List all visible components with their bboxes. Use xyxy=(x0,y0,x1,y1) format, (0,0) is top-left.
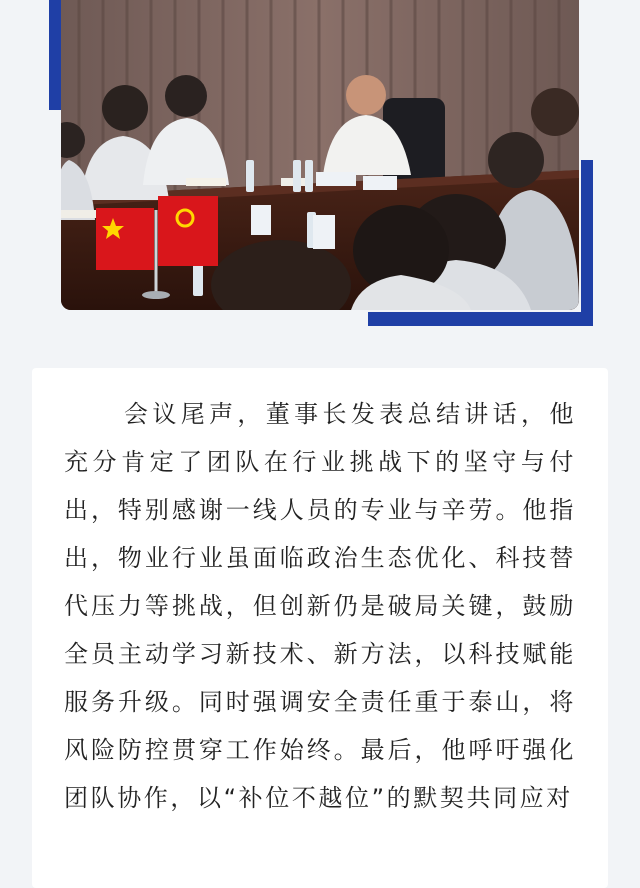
accent-bar-right xyxy=(581,160,593,326)
meeting-photo xyxy=(61,0,579,310)
accent-bar-bottom xyxy=(368,312,593,326)
article-text-card xyxy=(32,368,608,888)
photo-frame xyxy=(0,0,640,340)
accent-bar-left xyxy=(49,0,61,110)
article-paragraph: 会议尾声，董事长发表总结讲话，他充分肯定了团队在行业挑战下的坚守与付出，特别感谢一线人员的专业与辛劳。他指出，物业行业虽面临政治生态优化、科技替代压力等挑战，但创新仍是破局关键，鼓励全员主动学习新技术、新方法，以科技赋能服务升级。同时强调安全责任重于泰山，将风险防控贯穿工作始终。最后，他呼吁强化团队协作，以“补位不越位”的默契共同应对 xyxy=(64,400,576,812)
